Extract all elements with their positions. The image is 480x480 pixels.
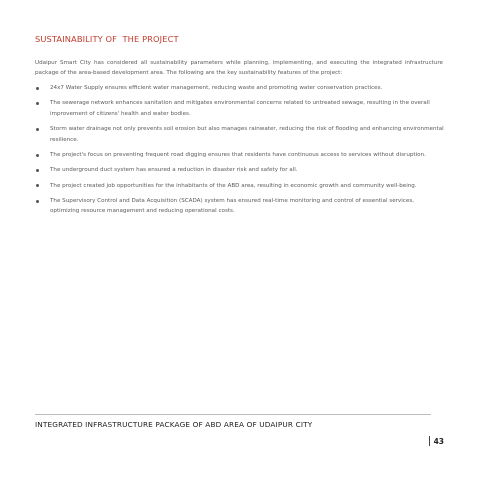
- sustainability-bullet-list: [35, 83, 445, 222]
- page-number: 43: [433, 436, 444, 446]
- bullet-item-road-digging: [35, 150, 445, 161]
- bullet-dot-icon: [36, 169, 39, 172]
- page-number-separator: [429, 436, 430, 446]
- bullet-text: The sewerage network enhances sanitation and mitigates environmental concerns related to untreated sewage, resulting in the overall improvement of citizens' health and water bodies.: [50, 100, 430, 117]
- bullet-text: The project created job opportunities for the inhabitants of the ABD area, resulting in economic growth and community well-being.: [50, 182, 417, 189]
- bullet-text: The underground duct system has ensured a reduction in disaster risk and safety for all.: [50, 167, 298, 174]
- bullet-item-job-opportunities: [35, 181, 445, 192]
- bullet-dot-icon: [36, 200, 39, 203]
- footer-title: INTEGRATED INFRASTRUCTURE PACKAGE OF ABD AREA OF UDAIPUR CITY: [35, 420, 313, 429]
- bullet-text: Storm water drainage not only prevents soil erosion but also manages rainwater, reducing the risk of flooding and enhancing environmental resilience.: [50, 126, 444, 143]
- bullet-dot-icon: [36, 184, 39, 187]
- bullet-item-duct-system: [35, 165, 445, 176]
- intro-paragraph: Udaipur Smart City has considered all sustainability parameters while planning, implementing, and executing the integrated infrastructure package of the area-based development area. The following are the key sustainability features of the project:: [35, 60, 443, 77]
- bullet-text: The project's focus on preventing frequent road digging ensures that residents have continuous access to services without disruption.: [50, 152, 426, 159]
- bullet-dot-icon: [36, 102, 39, 105]
- bullet-dot-icon: [36, 128, 39, 131]
- bullet-item-water-supply: [35, 83, 445, 94]
- bullet-text: The Supervisory Control and Data Acquisition (SCADA) system has ensured real-time monitoring and control of essential services, optimizing resource management and reducing operational costs.: [50, 197, 415, 215]
- section-heading: SUSTAINABILITY OF THE PROJECT: [35, 34, 179, 44]
- bullet-item-sewerage: [35, 98, 445, 119]
- footer-divider: [35, 414, 431, 415]
- bullet-dot-icon: [36, 154, 39, 157]
- bullet-item-storm-water: [35, 124, 445, 145]
- bullet-text: 24x7 Water Supply ensures efficient water management, reducing waste and promoting water conservation practices.: [50, 85, 383, 91]
- bullet-dot-icon: [36, 87, 39, 90]
- bullet-item-scada: [35, 196, 445, 217]
- page-number-block: [429, 436, 444, 446]
